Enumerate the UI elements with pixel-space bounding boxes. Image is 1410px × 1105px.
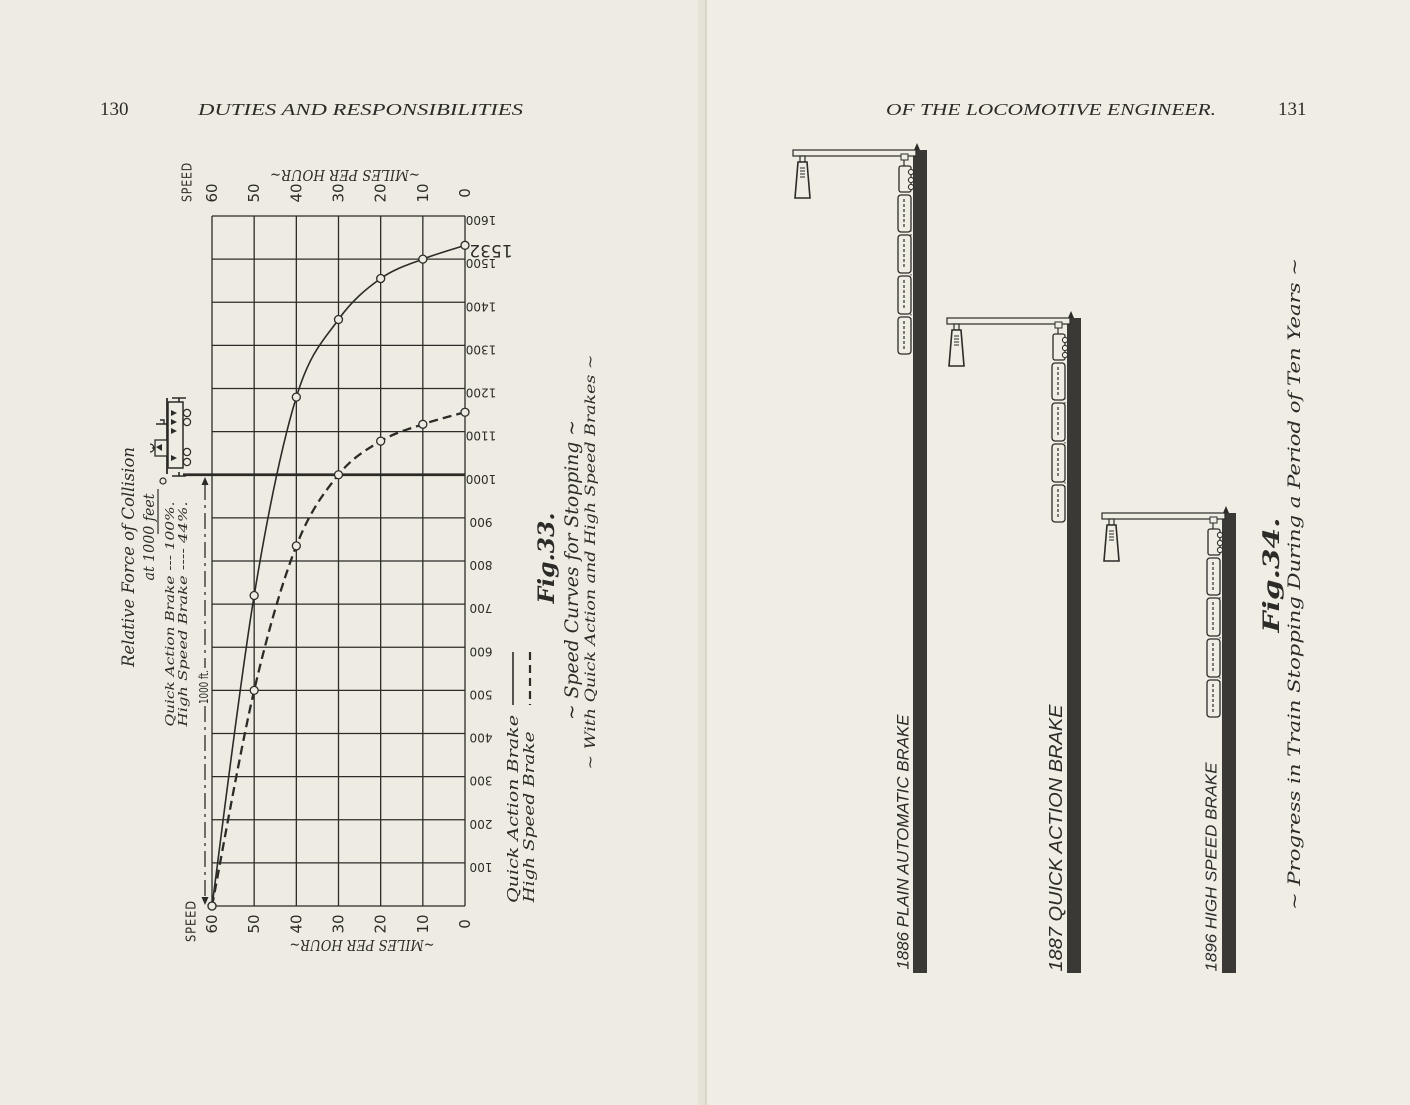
figure-subtitle: ~ With Quick Action and High Speed Brakes ~ [583, 436, 599, 770]
speed-tick-bottom: 60 [203, 914, 221, 934]
data-point [419, 420, 427, 428]
signal-lamp-icon [1104, 519, 1119, 561]
distance-tick: 700 [469, 601, 493, 616]
bar-label-1887: 1887 QUICK ACTION BRAKE [1046, 731, 1066, 972]
collision-title: Relative Force of Collision [119, 440, 139, 667]
speed-tick-bottom: 30 [329, 914, 348, 934]
data-point [461, 408, 469, 416]
data-point [250, 686, 258, 694]
speed-tick-bottom: 10 [413, 914, 432, 934]
signal-arm [793, 150, 916, 156]
page-number-right: 131 [1278, 99, 1307, 120]
running-head-right: OF THE LOCOMOTIVE ENGINEER. [886, 100, 1216, 119]
endpoint-label: 1532 [469, 240, 513, 260]
distance-tick: 100 [469, 859, 493, 874]
distance-tick: 200 [469, 816, 493, 831]
speed-tick-bottom: 20 [371, 914, 390, 934]
figure-number: Fig.33. [534, 518, 560, 604]
legend-high-speed: High Speed Brake [520, 763, 538, 903]
distance-tick: 1600 [465, 213, 497, 227]
distance-tick: 1500 [465, 256, 497, 271]
speed-tick-top: 20 [371, 183, 390, 203]
mph-axis-label-bottom: ~MILES PER HOUR~ [289, 936, 435, 954]
collision-row-quick-action: Quick Action Brake --- 100%. [163, 550, 177, 727]
data-point [208, 902, 216, 910]
distance-marker-label: 1000 ft. [197, 657, 211, 704]
speed-tick-top: 50 [245, 183, 264, 203]
train-icon [1052, 322, 1068, 522]
stopping-bar [1067, 318, 1081, 973]
distance-tick: 500 [469, 687, 493, 702]
distance-tick: 600 [469, 644, 493, 659]
signal-lamp-icon [949, 324, 964, 366]
distance-tick: 1400 [465, 299, 497, 314]
distance-tick: 400 [469, 730, 493, 745]
train-icon [898, 154, 914, 354]
data-point [335, 316, 343, 324]
data-point [461, 241, 469, 249]
stopping-bar [1222, 513, 1236, 973]
legend-quick-action: Quick Action Brake [504, 755, 522, 903]
speed-tick-top: 40 [287, 183, 306, 203]
distance-tick: 800 [469, 558, 493, 572]
collision-row-high-speed: High Speed Brake ---- 44%. [176, 560, 190, 727]
signal-arm [947, 318, 1070, 324]
distance-tick: 1000 [465, 471, 497, 486]
figure-number: Fig.34. [1259, 547, 1285, 633]
speed-tick-top: 0 [456, 188, 474, 198]
signal-arm [1102, 513, 1225, 519]
bar-label-1886: 1886 PLAIN AUTOMATIC BRAKE [893, 712, 913, 970]
speed-tick-top: 60 [203, 183, 221, 203]
page-fold-shadow [698, 0, 706, 1105]
speed-tick-top: 10 [413, 183, 432, 203]
distance-tick: 1100 [465, 428, 497, 443]
data-point [292, 542, 300, 550]
data-point [292, 393, 300, 401]
speed-tick-bottom: 40 [287, 914, 306, 934]
data-point [250, 592, 258, 600]
speed-tick-top: 30 [329, 183, 348, 203]
speed-tick-bottom: 0 [456, 919, 474, 929]
speed-axis-label-bottom: SPEED [184, 894, 200, 942]
running-head-left: DUTIES AND RESPONSIBILITIES [196, 100, 524, 119]
figure-caption: ~ Progress in Train Stopping During a Period of Ten Years ~ [1285, 385, 1305, 910]
bar-label-1896: 1896 HIGH SPEED BRAKE [1203, 774, 1221, 972]
data-point [377, 437, 385, 445]
figure-title: ~ Speed Curves for Stopping ~ [561, 416, 583, 720]
train-icon [1207, 517, 1223, 717]
collision-subtitle: at 1000 feet [140, 488, 158, 581]
speed-axis-label-top: SPEED [180, 154, 196, 202]
data-point [335, 471, 343, 479]
stopping-bar [913, 150, 927, 973]
mph-axis-label-top: ~MILES PER HOUR~ [270, 166, 420, 184]
signal-lamp-icon [795, 156, 810, 198]
distance-tick: 1300 [465, 342, 497, 357]
data-point [377, 275, 385, 283]
speed-tick-bottom: 50 [245, 914, 264, 934]
data-point [419, 255, 427, 263]
distance-tick: 900 [469, 514, 493, 529]
distance-tick: 300 [469, 773, 493, 788]
page-number-left: 130 [100, 99, 129, 120]
distance-tick: 1200 [465, 385, 497, 400]
